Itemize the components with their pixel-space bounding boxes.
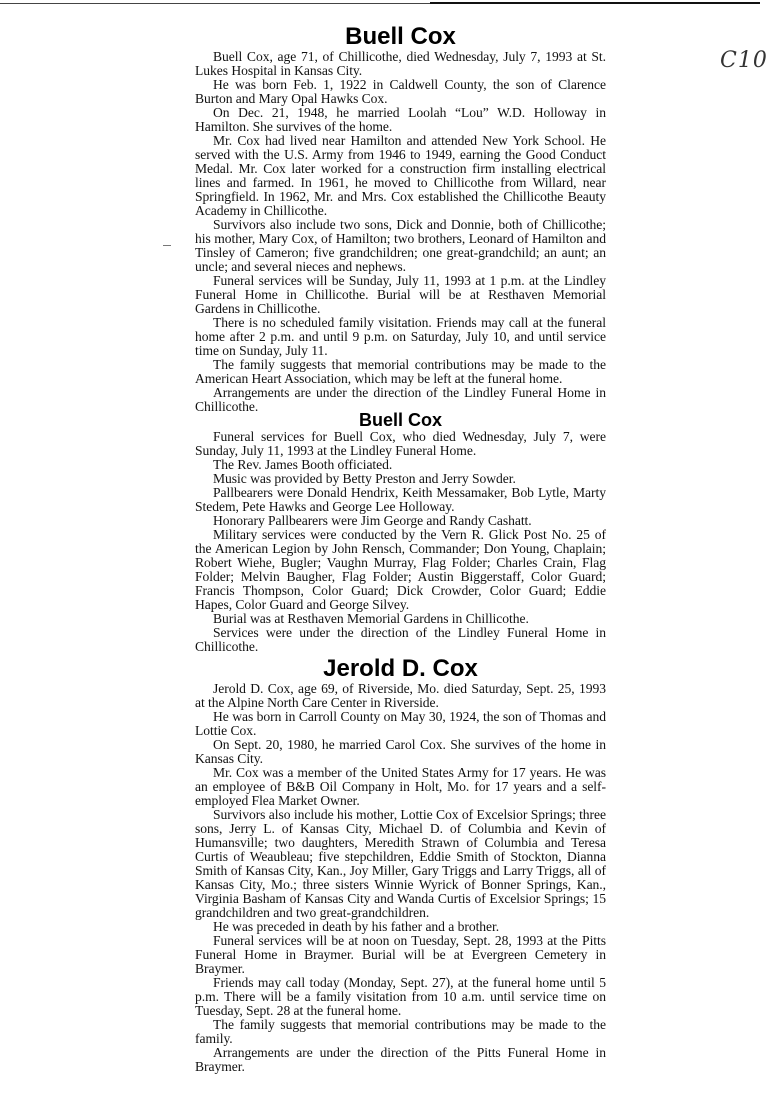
- obituary-paragraph: Honorary Pallbearers were Jim George and Randy Cashatt.: [213, 513, 532, 528]
- obituary-paragraph: Military services were conducted by the Vern R. Glick Post No. 25 of the American Legion by John Rensch, Commander; Don Young, Chaplain; Robert Wiehe, Bugler; Vaughn Murray, Flag Folder; Charles Crain, Flag Folder; Melvin Baugher, Flag Folder; Austin Biggerstaff, Color Guard; Francis Thompson, Color Guard; Dick Crowder, Color Guard; Eddie Hapes, Color Guard and George Silvey.: [195, 527, 606, 612]
- obituary-paragraph: Survivors also include his mother, Lottie Cox of Excelsior Springs; three sons, Jerry L. of Kansas City, Michael D. of Columbia and Kevin of Humansville; two daughters, Meredith Strawn of Columbia and Teresa Curtis of Weaubleau; five stepchildren, Eddie Smith of Stockton, Dianna Smith of Kansas City, Kan., Joy Miller, Gary Triggs and Larry Triggs, all of Kansas City, Mo.; three sisters Winnie Wyrick of Bonner Springs, Kan., Virginia Basham of Kansas City and Wanda Curtis of Excelsior Springs; 15 grandchildren and two great-grandchildren.: [195, 807, 606, 920]
- obituary-paragraph: Arrangements are under the direction of the Lindley Funeral Home in Chillicothe.: [195, 385, 606, 414]
- obituary-paragraph: Funeral services will be at noon on Tuesday, Sept. 28, 1993 at the Pitts Funeral Home in Braymer. Burial will be at Evergreen Cemetery in Braymer.: [195, 933, 606, 976]
- top-rule-thick: [430, 2, 760, 4]
- obituary-paragraph: Friends may call today (Monday, Sept. 27), at the funeral home until 5 p.m. There will be a family visitation from 10 a.m. until service time on Tuesday, Sept. 28 at the funeral home.: [195, 975, 606, 1018]
- obituary-paragraph: Music was provided by Betty Preston and Jerry Sowder.: [213, 471, 516, 486]
- obituary-paragraph: On Sept. 20, 1980, he married Carol Cox. She survives of the home in Kansas City.: [195, 737, 606, 766]
- obituary-jerold-cox: [195, 656, 606, 1074]
- obituary-paragraph: The family suggests that memorial contributions may be made to the family.: [195, 1017, 606, 1046]
- obituary-paragraph: Funeral services will be Sunday, July 11, 1993 at 1 p.m. at the Lindley Funeral Home in Chillicothe. Burial will be at Resthaven Memorial Gardens in Chillicothe.: [195, 273, 606, 316]
- obituary-paragraph: Mr. Cox had lived near Hamilton and attended New York School. He served with the U.S. Army from 1946 to 1949, earning the Good Conduct Medal. Mr. Cox later worked for a construction firm installing electrical lines and farmed. In 1961, he moved to Chillicothe from Willard, near Springfield. In 1962, Mr. and Mrs. Cox established the Chillicothe Beauty Academy in Chillicothe.: [195, 133, 606, 218]
- obituary-paragraph: Services were under the direction of the Lindley Funeral Home in Chillicothe.: [195, 625, 606, 654]
- obituary-title: Buell Cox: [358, 410, 442, 430]
- obituary-paragraph: Survivors also include two sons, Dick and Donnie, both of Chillicothe; his mother, Mary Cox, of Hamilton; two brothers, Leonard of Hamilton and Tinsley of Cameron; five grandchildren; one great-grandchild; an aunt; an uncle; and several nieces and nephews.: [195, 217, 606, 274]
- obituary-paragraph: There is no scheduled family visitation. Friends may call at the funeral home after 2 p.m. and until 9 p.m. on Saturday, July 10, and until service time on Sunday, July 11.: [195, 315, 606, 358]
- obituary-paragraph: He was born in Carroll County on May 30, 1924, the son of Thomas and Lottie Cox.: [195, 709, 606, 738]
- obituary-paragraph: Burial was at Resthaven Memorial Gardens in Chillicothe.: [213, 611, 529, 626]
- obituary-paragraph: He was preceded in death by his father and a brother.: [213, 919, 500, 934]
- obituary-buell-cox-services: [195, 410, 606, 654]
- obituary-paragraph: Pallbearers were Donald Hendrix, Keith Messamaker, Bob Lytle, Marty Stedem, Pete Hawks and George Lee Holloway.: [195, 485, 606, 514]
- obituary-paragraph: Buell Cox, age 71, of Chillicothe, died Wednesday, July 7, 1993 at St. Lukes Hospital in Kansas City.: [195, 49, 606, 78]
- obituary-paragraph: The Rev. James Booth officiated.: [213, 457, 393, 472]
- obituary-paragraph: The family suggests that memorial contributions may be made to the American Heart Association, which may be left at the funeral home.: [195, 357, 606, 386]
- obituary-body: [195, 430, 606, 654]
- handwritten-margin-note: C10: [720, 48, 768, 73]
- obituary-title: Buell Cox: [345, 23, 456, 50]
- obituary-body: [195, 50, 606, 414]
- scan-mark: [163, 245, 171, 246]
- obituary-paragraph: Jerold D. Cox, age 69, of Riverside, Mo. died Saturday, Sept. 25, 1993 at the Alpine North Care Center in Riverside.: [195, 681, 606, 710]
- obituary-buell-cox: [195, 24, 606, 414]
- obituary-paragraph: Funeral services for Buell Cox, who died Wednesday, July 7, were Sunday, July 11, 1993 at the Lindley Funeral Home.: [195, 429, 606, 458]
- obituary-body: [195, 682, 606, 1074]
- obituary-paragraph: On Dec. 21, 1948, he married Loolah “Lou” W.D. Holloway in Hamilton. She survives of the home.: [195, 105, 606, 134]
- obituary-paragraph: Mr. Cox was a member of the United States Army for 17 years. He was an employee of B&B Oil Company in Holt, Mo. for 17 years and a self-employed Flea Market Owner.: [195, 765, 606, 808]
- obituary-paragraph: He was born Feb. 1, 1922 in Caldwell County, the son of Clarence Burton and Mary Opal Hawks Cox.: [195, 77, 606, 106]
- obituary-title: Jerold D. Cox: [323, 655, 478, 682]
- obituary-paragraph: Arrangements are under the direction of the Pitts Funeral Home in Braymer.: [195, 1045, 606, 1074]
